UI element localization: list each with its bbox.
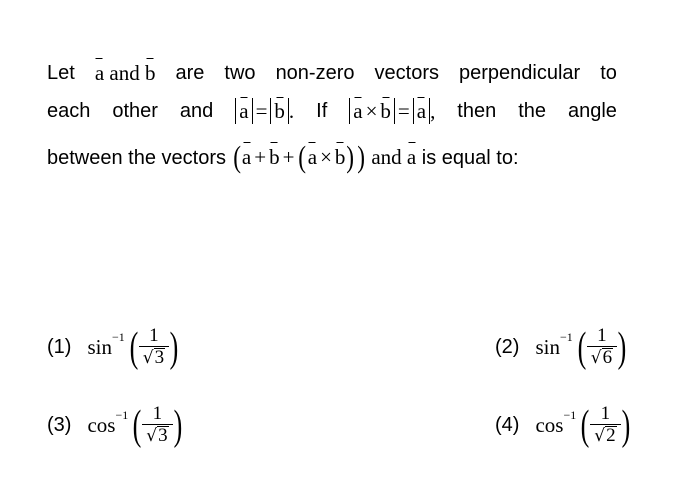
numerator: 1 — [149, 325, 159, 346]
numerator: 1 — [600, 403, 611, 424]
equals-sign: = — [255, 99, 268, 123]
magnitude-a — [235, 98, 252, 124]
inverse-superscript: −1 — [563, 408, 577, 422]
right-paren: ) — [169, 324, 179, 371]
vector-a: a — [416, 99, 427, 123]
option-1[interactable] — [47, 326, 181, 369]
function-name: cos — [87, 413, 116, 437]
sqrt-icon: √ — [142, 348, 154, 368]
question-line-2 — [47, 97, 617, 125]
sqrt-icon: √ — [590, 348, 602, 368]
equals-sign: = — [397, 99, 410, 123]
inverse-superscript: −1 — [115, 408, 129, 422]
word: and — [179, 100, 214, 122]
word: angle — [567, 100, 617, 122]
denominator — [142, 424, 172, 447]
denominator — [587, 346, 617, 369]
sqrt-icon: √ — [594, 426, 606, 446]
vector-expression — [232, 139, 417, 174]
vector-a: a — [353, 99, 363, 123]
question-line-3 — [47, 139, 617, 174]
question-line-1 — [47, 59, 617, 87]
vector-a: a — [406, 145, 417, 169]
plus-sign: + — [254, 145, 267, 169]
cross-sign: × — [365, 99, 378, 123]
word: and — [371, 145, 402, 169]
word: to — [600, 62, 617, 84]
vector-b: b — [380, 99, 391, 123]
left-paren: ( — [580, 402, 590, 449]
word: two — [224, 62, 256, 84]
left-paren: ( — [132, 402, 142, 449]
vector-b: b — [274, 99, 285, 123]
vector-a: a — [94, 61, 105, 85]
plus-sign: + — [282, 145, 295, 169]
vector-a: a — [241, 145, 252, 169]
right-paren: ) — [621, 402, 630, 449]
fraction — [587, 326, 617, 369]
magnitude-a — [413, 98, 430, 124]
inverse-superscript: −1 — [111, 330, 125, 344]
radicand: 2 — [606, 425, 616, 446]
word: the — [518, 100, 547, 122]
word: If — [316, 100, 328, 122]
left-paren-inner: ( — [298, 139, 307, 174]
option-4[interactable] — [495, 404, 633, 447]
numerator: 1 — [152, 403, 163, 424]
numerator: 1 — [597, 325, 607, 346]
option-3[interactable] — [47, 404, 185, 447]
option-2[interactable] — [495, 326, 629, 369]
word: Let — [47, 62, 75, 84]
function-name: cos — [535, 413, 564, 437]
magnitude-b — [270, 98, 289, 124]
function-name: sin — [87, 335, 112, 359]
cross-sign: × — [320, 145, 332, 169]
left-paren: ( — [129, 324, 139, 371]
vector-a: a — [239, 99, 249, 123]
left-paren: ( — [577, 324, 587, 371]
right-paren-inner: ) — [346, 139, 355, 174]
radicand: 3 — [158, 425, 168, 446]
vector-b: b — [144, 61, 156, 85]
function-name: sin — [535, 335, 560, 359]
comma: , — [430, 99, 436, 123]
word: are — [175, 62, 205, 84]
right-paren: ) — [357, 139, 365, 174]
line-3-prefix: between the vectors — [47, 147, 226, 169]
fraction — [590, 404, 620, 447]
right-paren: ) — [173, 402, 182, 449]
option-label: (4) — [495, 414, 520, 436]
word: and — [109, 61, 140, 85]
word: each — [47, 100, 91, 122]
vector-a: a — [307, 145, 318, 169]
word: non-zero — [275, 62, 355, 84]
fraction — [142, 404, 172, 447]
radicand: 6 — [602, 347, 613, 368]
math-a-and-b — [95, 59, 156, 87]
fraction — [139, 326, 169, 369]
denominator — [590, 424, 620, 447]
inverse-superscript: −1 — [559, 330, 573, 344]
denominator — [139, 346, 169, 369]
option-label: (3) — [47, 414, 72, 436]
sqrt-icon: √ — [146, 426, 158, 446]
period: . — [288, 99, 295, 123]
magnitude-a-cross-b — [349, 98, 395, 124]
radicand: 3 — [154, 347, 165, 368]
word: then — [457, 100, 497, 122]
equation-magnitudes-equal — [235, 97, 294, 125]
vector-b: b — [269, 145, 280, 169]
word: other — [112, 100, 158, 122]
right-paren: ) — [617, 324, 627, 371]
option-label: (1) — [47, 336, 72, 358]
word: vectors — [374, 62, 439, 84]
word: perpendicular — [459, 62, 581, 84]
equation-cross-magnitude — [349, 97, 435, 125]
option-label: (2) — [495, 336, 520, 358]
line-3-suffix: is equal to: — [421, 147, 519, 169]
left-paren: ( — [232, 139, 241, 174]
vector-b: b — [334, 145, 346, 169]
